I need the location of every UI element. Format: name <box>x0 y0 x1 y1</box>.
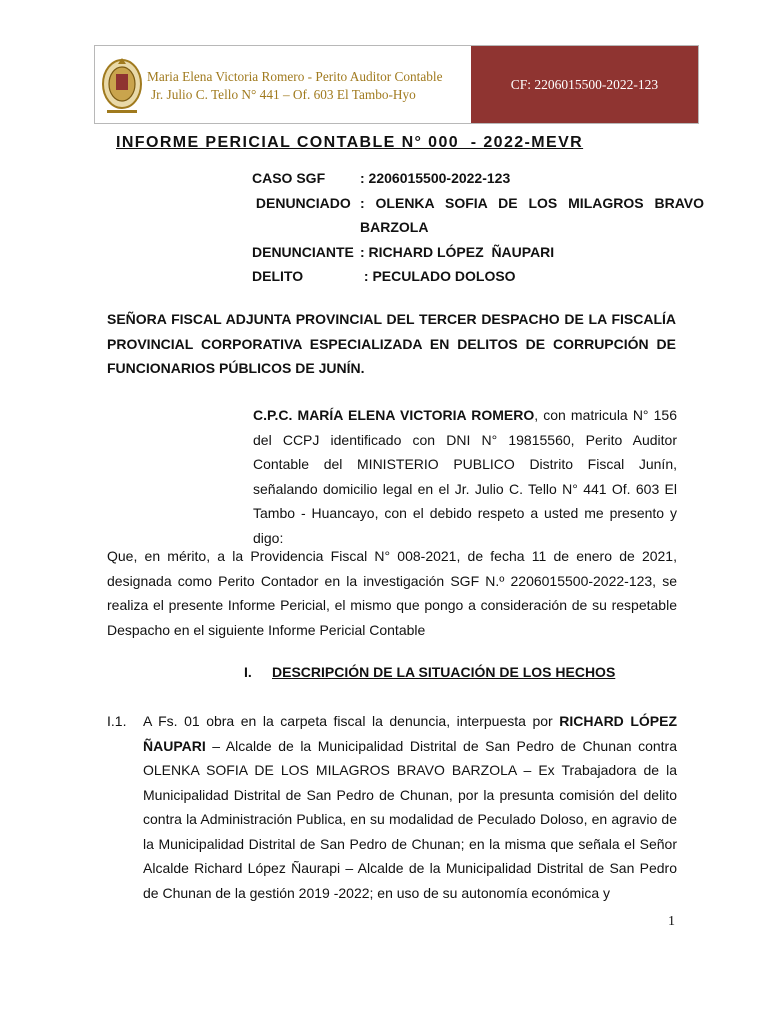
header-text <box>147 68 442 104</box>
case-label: DELITO <box>252 268 346 284</box>
section-title: DESCRIPCIÓN DE LA SITUACIÓN DE LOS HECHOS <box>272 664 616 680</box>
case-label: DENUNCIANTE <box>252 243 358 260</box>
page-number: 1 <box>668 914 675 929</box>
case-row-denunciante <box>252 240 704 265</box>
item-text-a: A Fs. 01 obra en la carpeta fiscal la denuncia, interpuesta por <box>143 713 560 729</box>
case-reference-box <box>471 46 698 123</box>
header-line-1: Maria Elena Victoria Romero - Perito Auditor Contable <box>147 69 443 84</box>
case-info <box>252 166 704 289</box>
addressee: SEÑORA FISCAL ADJUNTA PROVINCIAL DEL TERCER DESPACHO DE LA FISCALÍA PROVINCIAL CORPORATIVA ESPECIALIZADA EN DELITOS DE CORRUPCIÓN DE FUNCIONARIOS PÚBLICOS DE JUNÍN. <box>107 311 676 376</box>
case-value: : PECULADO DOLOSO <box>360 268 516 284</box>
report-title: INFORME PERICIAL CONTABLE N° 000 - 2022-MEVR <box>116 134 584 151</box>
case-value: : OLENKA SOFIA DE LOS MILAGROS BRAVO BARZOLA <box>360 194 704 235</box>
header-identity <box>95 46 471 123</box>
section-heading <box>244 664 615 680</box>
case-row-delito <box>252 264 704 289</box>
document-header <box>94 45 699 124</box>
case-label: DENUNCIADO <box>252 194 355 211</box>
header-line-2: Jr. Julio C. Tello N° 441 – Of. 603 El Tambo-Hyo <box>151 87 416 102</box>
case-row-denunciado <box>252 191 704 240</box>
intro-paragraph <box>253 403 677 550</box>
item-paragraph <box>143 709 677 905</box>
expert-name: C.P.C. MARÍA ELENA VICTORIA ROMERO <box>253 407 535 423</box>
item-text-b: – Alcalde de la Municipalidad Distrital de San Pedro de Chunan contra OLENKA SOFIA DE LOS MILAGROS BRAVO BARZOLA – Ex Trabajadora de la Municipalidad Distrital de San Pedro de Chunan, por la presunta comisión del delito contra la Administración Publica, en su modalidad de Peculado Doloso, en agravio de la Municipalidad Distrital de San Pedro de Chunan; en la misma que señala el Señor Alcalde Richard López Ñaurapi – Alcalde de la Municipalidad Distrital de San Pedro de Chunan de la gestión 2019 -2022; en uso de su autonomía económica y <box>143 737 677 901</box>
case-label: CASO SGF <box>252 170 357 186</box>
seal-logo-icon <box>101 54 143 116</box>
body-paragraph: Que, en mérito, a la Providencia Fiscal N° 008-2021, de fecha 11 de enero de 2021, designada como Perito Contador en la investigación SGF N.º 2206015500-2022-123, se realiza el presente Informe Pericial, el mismo que pongo a consideración de su respetable Despacho en el siguiente Informe Pericial Contable <box>107 548 677 638</box>
case-reference: CF: 2206015500-2022-123 <box>510 76 659 92</box>
section-number: I. <box>244 664 252 680</box>
item-bold-name: RICHARD LÓPEZ ÑAUPARI <box>143 713 677 754</box>
case-value: : 2206015500-2022-123 <box>360 170 511 186</box>
item-number: I.1. <box>107 713 127 729</box>
case-row-sgf <box>252 166 704 191</box>
intro-text: , con matricula N° 156 del CCPJ identificado con DNI N° 19815560, Perito Auditor Contable del MINISTERIO PUBLICO Distrito Fiscal Junín, señalando domicilio legal en el Jr. Julio C. Tello N° 441 Of. 603 El Tambo - Huancayo, con el debido respeto a usted me presento y digo: <box>253 407 677 546</box>
case-value: : RICHARD LÓPEZ ÑAUPARI <box>360 243 555 260</box>
